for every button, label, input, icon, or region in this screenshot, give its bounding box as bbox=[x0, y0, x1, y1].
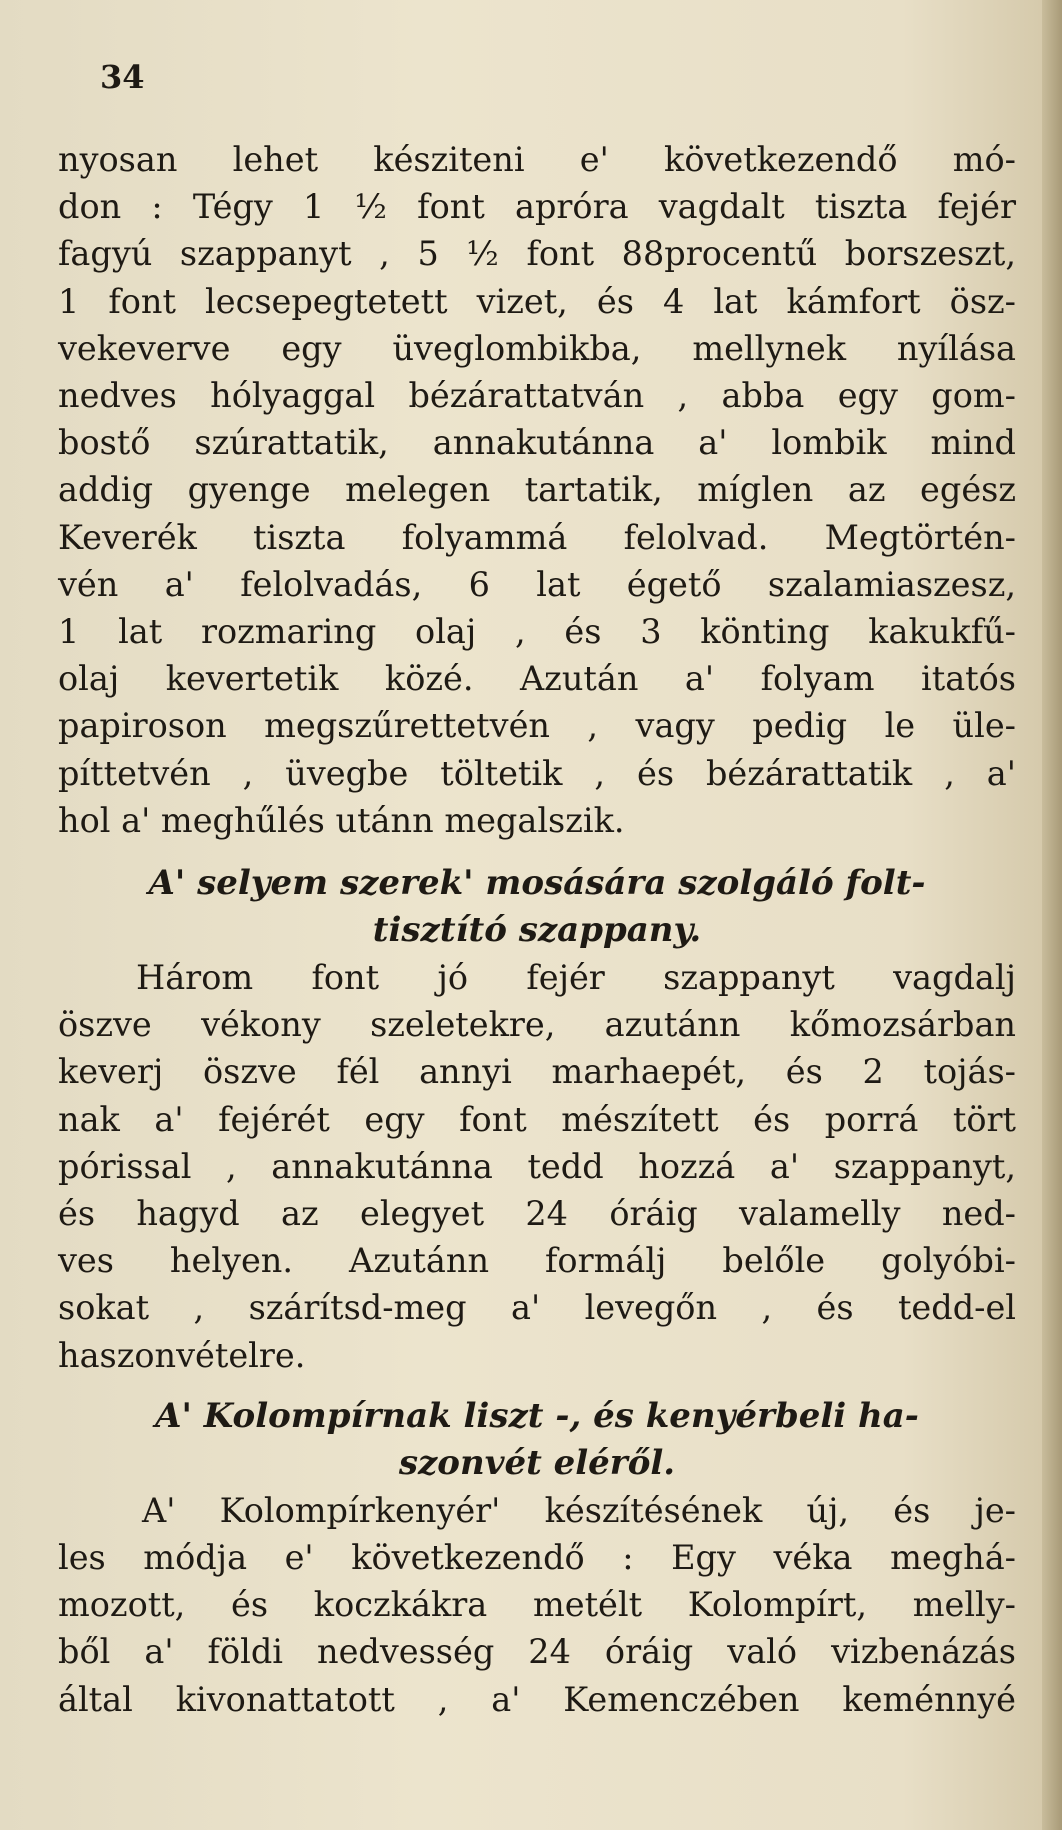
text-line: által kivonattatott , a' Kemenczében keménnyé bbox=[58, 1679, 1016, 1719]
text-line: haszonvételre. bbox=[58, 1335, 306, 1375]
text-line: vekeverve egy üveglombikba, mellynek nyílása bbox=[58, 328, 1016, 368]
text-line: don : Tégy 1 ½ font apróra vagdalt tiszta fejér bbox=[58, 187, 1016, 227]
text-line: és hagyd az elegyet 24 óráig valamelly ned- bbox=[58, 1194, 1016, 1234]
text-line: mozott, és koczkákra metélt Kolompírt, melly- bbox=[58, 1585, 1016, 1625]
text-line: olaj kevertetik közé. Azután a' folyam itatós bbox=[58, 659, 1016, 699]
text-line: pórissal , annakutánna tedd hozzá a' szappanyt, bbox=[58, 1146, 1016, 1186]
text-line: ből a' földi nedvesség 24 óráig való vizbenázás bbox=[58, 1632, 1016, 1672]
text-line: sokat , szárítsd-meg a' levegőn , és tedd-el bbox=[58, 1288, 1016, 1328]
page-number: 34 bbox=[100, 58, 145, 96]
text-line: 1 font lecsepegtetett vizet, és 4 lat kámfort ösz- bbox=[58, 281, 1016, 321]
section-heading-1-line-1: A' selyem szerek' mosására szolgáló folt- bbox=[148, 863, 926, 904]
text-line: les módja e' következendő : Egy véka meghá- bbox=[58, 1538, 1016, 1578]
text-line: nak a' fejérét egy font mészített és porrá tört bbox=[58, 1099, 1016, 1139]
text-line: bostő szúrattatik, annakutánna a' lombik mind bbox=[58, 423, 1016, 463]
text-line: nyosan lehet késziteni e' következendő mó- bbox=[58, 140, 1016, 179]
text-line: hol a' meghűlés utánn megalszik. bbox=[58, 800, 625, 840]
page-body bbox=[58, 136, 1016, 1723]
text-line: vén a' felolvadás, 6 lat égető szalamiaszesz, bbox=[58, 564, 1016, 604]
page-spine-shadow bbox=[1042, 0, 1062, 1830]
paragraph-2 bbox=[58, 954, 1016, 1379]
text-line: 1 lat rozmaring olaj , és 3 könting kakukfű- bbox=[58, 612, 1016, 652]
text-line: A' Kolompírkenyér' készítésének új, és je- bbox=[142, 1490, 1016, 1530]
text-line: ves helyen. Azutánn formálj belőle golyóbi- bbox=[58, 1241, 1016, 1281]
text-line: nedves hólyaggal bézárattatván , abba egy gom- bbox=[58, 376, 1016, 416]
text-line: addig gyenge melegen tartatik, míglen az egész bbox=[58, 470, 1016, 510]
section-heading-2-line-2: szonvét eléről. bbox=[398, 1442, 676, 1483]
paragraph-3 bbox=[58, 1487, 1016, 1723]
text-line: píttetvén , üvegbe töltetik , és bézárattatik , a' bbox=[58, 753, 1016, 793]
section-heading-2-line-1: A' Kolompírnak liszt -, és kenyérbeli ha- bbox=[155, 1395, 919, 1436]
paragraph-1 bbox=[58, 136, 1016, 844]
section-heading-1-line-2: tisztító szappany. bbox=[372, 910, 702, 951]
text-line: öszve vékony szeletekre, azutánn kőmozsárban bbox=[58, 1005, 1016, 1045]
text-line: papiroson megszűrettetvén , vagy pedig le üle- bbox=[58, 706, 1016, 746]
text-line: keverj öszve fél annyi marhaepét, és 2 tojás- bbox=[58, 1052, 1016, 1092]
text-line: fagyú szappanyt , 5 ½ font 88procentű borszeszt, bbox=[58, 234, 1016, 274]
text-line: Keverék tiszta folyammá felolvad. Megtörtén- bbox=[58, 517, 1016, 557]
text-line: Három font jó fejér szappanyt vagdalj bbox=[136, 958, 1016, 998]
